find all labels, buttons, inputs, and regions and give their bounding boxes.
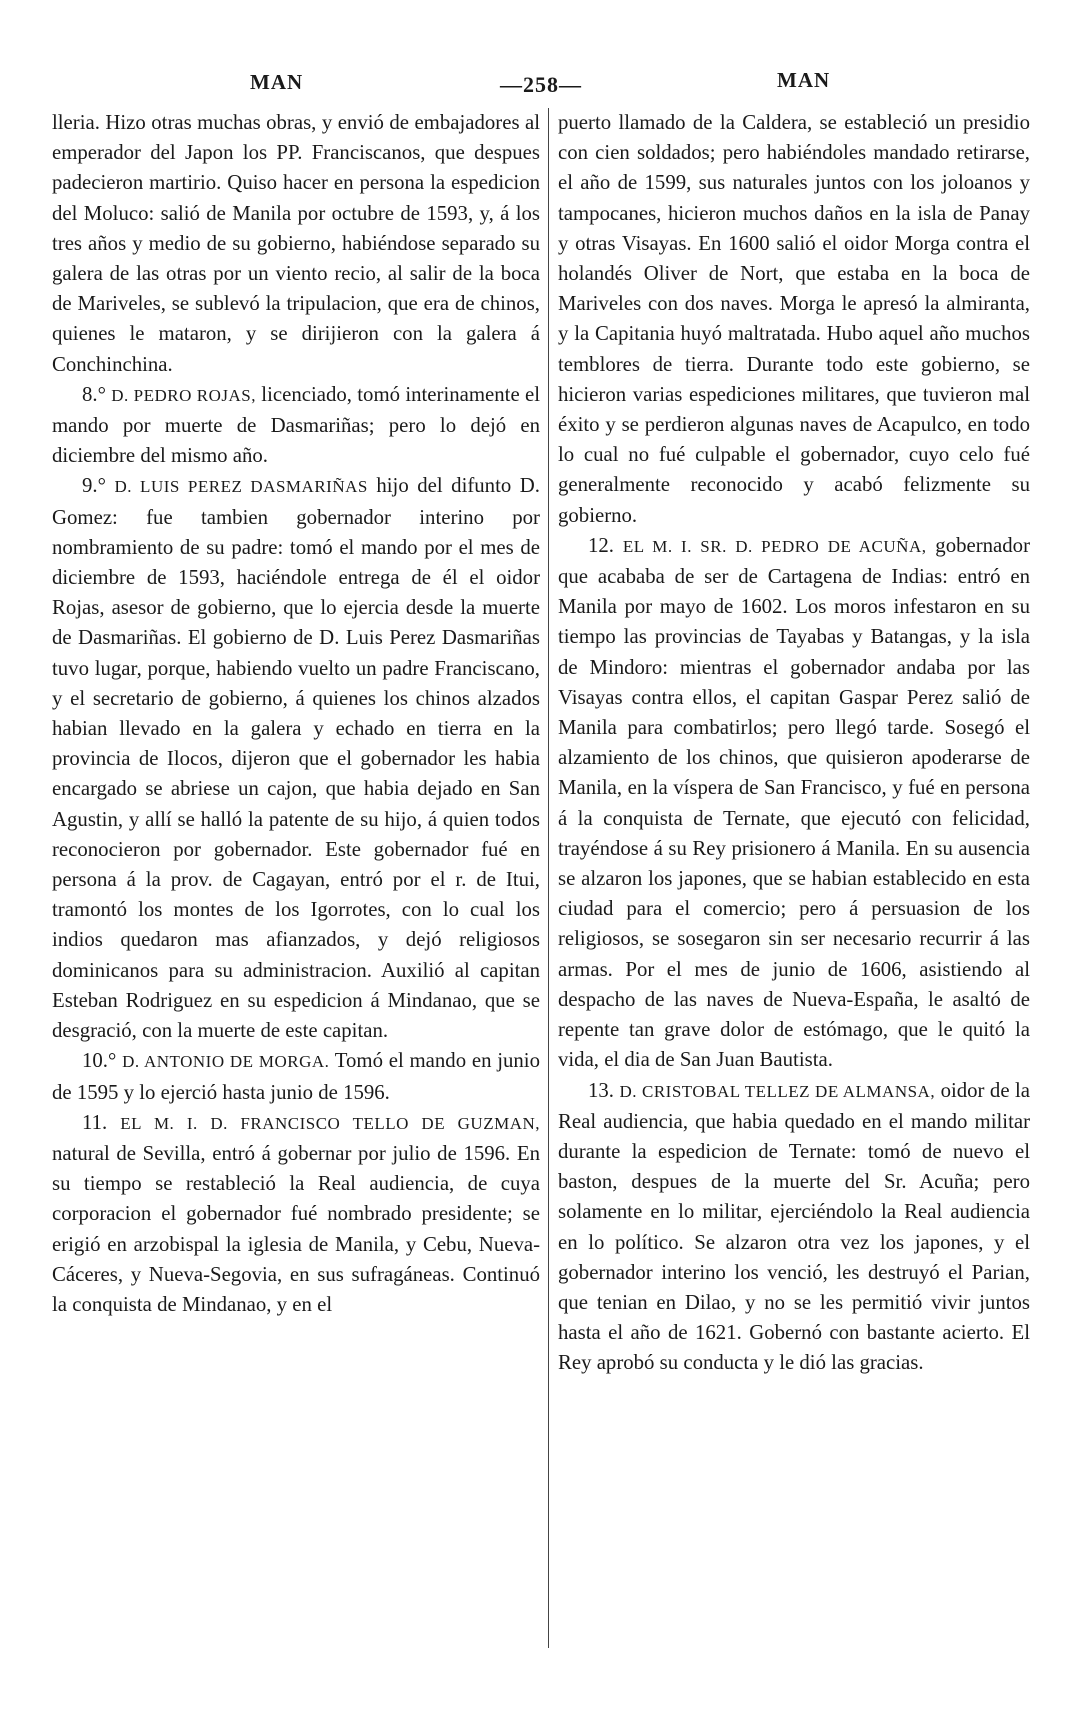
entry-number: 12.: [588, 533, 614, 557]
column-divider: [548, 108, 549, 1648]
entry-text: oidor de la Real audiencia, que habia quedado en el mando militar durante la espedicion de Ternate: tomó de nuevo el baston, despues de la muerte del Sr. Acuña; pero solamente en lo militar, ejerciéndolo la Real audiencia en lo político. Se alzaron otra vez los japones, y el gobernador interino los venció, les destruyó el Parian, que tenian en Dilao, y no se les permitió vivir juntos hasta el año de 1621. Gobernó con bastante acierto. El Rey aprobó su conducta y le dió las gracias.: [558, 1078, 1031, 1375]
entry-12: [558, 531, 1030, 1076]
entry-number: 10.°: [82, 1049, 117, 1073]
header-right-keyword: MAN: [777, 68, 831, 92]
entry-9: [52, 471, 540, 1046]
entry-number: 8.°: [82, 382, 106, 406]
paragraph-continuation: puerto llamado de la Caldera, se estableció un presidio con cien soldados; pero habiéndoles mandado retirarse, el año de 1599, sus naturales juntos con los joloanos y tampocanes, hicieron muchos daños en la isla de Panay y otras Visayas. En 1600 salió el oidor Morga contra el holandés Oliver de Nort, que estaba en la boca de Mariveles con dos naves. Morga le apresó la almiranta, y la Capitania huyó maltratada. Hubo aquel año muchos temblores de tierra. Durante todo este gobierno, se hicieron varias espediciones militares, que tuvieron mal éxito y se perdieron algunas naves de Acapulco, en todo lo cual no fué culpable el gobernador, cuyo celo fué generalmente reconocido y acabó felizmente su gobierno.: [558, 111, 1030, 527]
entry-text: licenciado, tomó interinamente el mando por muerte de Dasmariñas; pero lo dejó en diciembre del mismo año.: [52, 382, 540, 468]
entry-text: gobernador que acababa de ser de Cartagena de Indias: entró en Manila por mayo de 1602. Los moros infestaron en su tiempo las provincias de Tayabas y Batangas, y la isla de Mindoro: mientras el gobernador andaba por las Visayas contra ellos, el capitan Gaspar Perez salió de Manila para combatirlos; pero llegó tarde. Sosegó el alzamiento de los chinos, que quisieron apoderarse de Manila, en la víspera de San Francisco, y fué en persona á la conquista de Ternate, que ejecutó con felicidad, trayéndose á su Rey prisionero á Manila. En su ausencia se alzaron los japones, que se habian establecido en esta ciudad para el comercio; pero á persuasion de los religiosos, se sosegaron sin ser necesario recurrir á las armas. Por el mes de junio de 1606, asistiendo al despacho de las naves de Nueva-España, le asaltó de repente tan grave dolor de estómago, que le quitó la vida, el dia de San Juan Bautista.: [558, 533, 1030, 1072]
entry-number: 13.: [588, 1078, 614, 1102]
entry-name: D. LUIS PEREZ DASMARIÑAS: [114, 477, 368, 497]
entry-number: 9.°: [82, 474, 106, 498]
entry-text: Tomó el mando en junio de 1595 y lo ejerció hasta junio de 1596.: [52, 1049, 540, 1104]
entry-10: [52, 1046, 540, 1107]
entry-name: EL M. I. D. FRANCISCO TELLO DE GUZMAN,: [120, 1113, 541, 1133]
entry-11: [52, 1108, 540, 1320]
entry-13: [558, 1076, 1030, 1379]
entry-number: 11.: [82, 1110, 108, 1134]
entry-name: D. PEDRO ROJAS,: [111, 385, 256, 405]
left-column: [52, 108, 540, 1320]
entry-text: hijo del difunto D. Gomez: fue tambien gobernador interino por nombramiento de su padre: tomó el mando por el mes de diciembre de 1593, haciéndole entrega de él el oidor Rojas, asesor de gobierno, que lo ejercia desde la muerte de Dasmariñas. El gobierno de D. Luis Perez Dasmariñas tuvo lugar, porque, habiendo vuelto un padre Franciscano, y el secretario de gobierno, á quienes los chinos alzados habian llevado en la galera y echado en tierra en la provincia de Ilocos, dijeron que el gobernador les habia encargado se abriese un cajon, que habia dejado en San Agustin, y allí se halló la patente de su hijo, á quien todos reconocieron por gobernador. Este gobernador fué en persona á la prov. de Cagayan, entró por el r. de Itui, tramontó los montes de los Igorrotes, con lo cual los indios quedaron mas afianzados, y dejó religiosos dominicanos para su administracion. Auxilió al capitan Esteban Rodriguez en su espedicion á Mindanao, que se desgració, con la muerte de este capitan.: [52, 474, 540, 1043]
entry-name: EL M. I. SR. D. PEDRO DE ACUÑA,: [622, 536, 927, 556]
entry-name: D. CRISTOBAL TELLEZ DE ALMANSA,: [619, 1081, 936, 1101]
right-column: [558, 108, 1030, 1379]
page-number: —258—: [500, 72, 582, 97]
entry-8: [52, 380, 540, 472]
header-left-keyword: MAN: [250, 70, 304, 94]
entry-name: D. ANTONIO DE MORGA.: [122, 1052, 330, 1072]
entry-text: natural de Sevilla, entró á gobernar por julio de 1596. En su tiempo se restableció la Real audiencia, de cuya corporacion el gobernador fué nombrado presidente; se erigió en arzobispal la iglesia de Manila, y Cebu, Nueva-Cáceres, y Nueva-Segovia, en sus sufragáneas. Continuó la conquista de Mindanao, y en el: [52, 1141, 540, 1316]
paragraph-continuation: lleria. Hizo otras muchas obras, y envió de embajadores al emperador del Japon los PP. Franciscanos, que despues padecieron martirio. Quiso hacer en persona la espedicion del Moluco: salió de Manila por octubre de 1593, y, á los tres años y medio de su gobierno, habiéndose separado su galera de las otras por un viento recio, al salir de la boca de Mariveles, se sublevó la tripulacion, que era de chinos, quienes le mataron, y se dirijieron con la galera á Conchinchina.: [52, 111, 540, 376]
running-header: [0, 64, 1082, 104]
